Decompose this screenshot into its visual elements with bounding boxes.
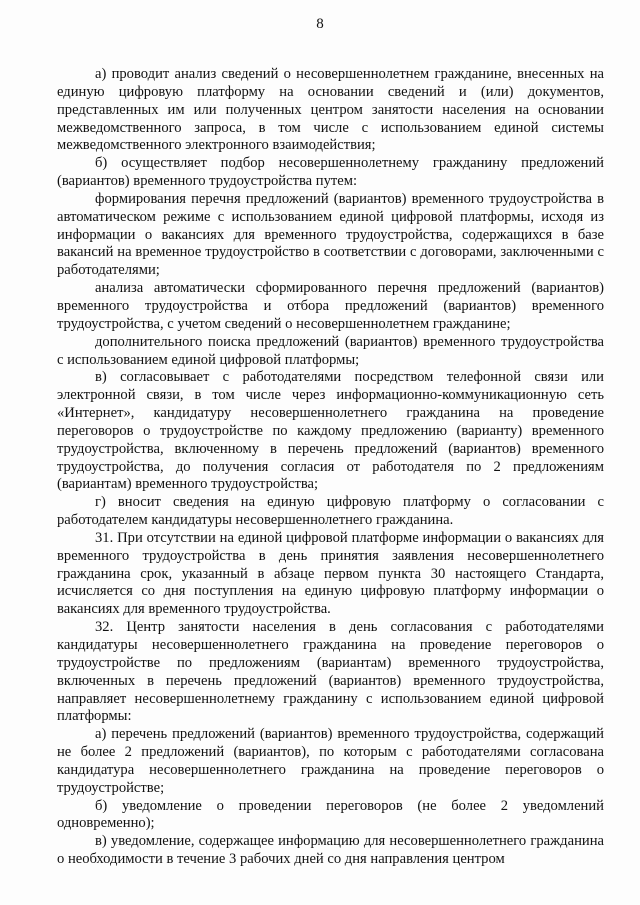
page-number: 8 bbox=[316, 16, 324, 32]
paragraph: а) проводит анализ сведений о несовершеннолетнем гражданине, внесенных на единую цифровую платформу на основании сведений и (или) документов, представленных им или полученных центром занятости населения на основании межведомственного запроса, в том числе с использованием единой системы межведомственного электронного взаимодействия; bbox=[57, 66, 604, 154]
paragraph: в) уведомление, содержащее информацию для несовершеннолетнего гражданина о необходимости в течение 3 рабочих дней со дня направления центром bbox=[57, 833, 604, 868]
paragraph: г) вносит сведения на единую цифровую платформу о согласовании с работодателем кандидатуры несовершеннолетнего гражданина. bbox=[57, 494, 604, 529]
paragraph: б) осуществляет подбор несовершеннолетнему гражданину предложений (вариантов) временного трудоустройства путем: bbox=[57, 155, 604, 190]
paragraph: дополнительного поиска предложений (вариантов) временного трудоустройства с использованием единой цифровой платформы; bbox=[57, 333, 604, 368]
paragraph: 31. При отсутствии на единой цифровой платформе информации о вакансиях для временного трудоустройства в день принятия заявления несовершеннолетнего гражданина срок, указанный в абзаце первом пункта 30 настоящего Стандарта, исчисляется со дня поступления на единую цифровую платформу информации о вакансиях для временного трудоустройства. bbox=[57, 529, 604, 618]
paragraph: 32. Центр занятости населения в день согласования с работодателями кандидатуры несовершеннолетнего гражданина на проведение переговоров о трудоустройстве по предложениям (вариантам) временного трудоустройства, включенных в перечень предложений (вариантов) временного трудоустройства, направляет несовершеннолетнему гражданину с использованием единой цифровой платформы: bbox=[57, 619, 604, 725]
paragraph: б) уведомление о проведении переговоров (не более 2 уведомлений одновременно); bbox=[57, 797, 604, 832]
paragraph: в) согласовывает с работодателями посредством телефонной связи или электронной связи, в том числе через информационно-коммуникационную сеть «Интернет», кандидатуру несовершеннолетнего гражданина на проведение переговоров о трудоустройстве по каждому предложению (варианту) временного трудоустройства, включенному в перечень предложений (вариантов) временного трудоустройства, до получения согласия от работодателя по 2 предложениям (вариантам) временного трудоустройства; bbox=[57, 369, 604, 493]
paragraph: а) перечень предложений (вариантов) временного трудоустройства, содержащий не более 2 предложений (вариантов), по которым с работодателями согласована кандидатура несовершеннолетнего гражданина на проведение переговоров о трудоустройстве; bbox=[57, 726, 604, 796]
paragraph: формирования перечня предложений (вариантов) временного трудоустройства в автоматическом режиме с использованием единой цифровой платформы, исходя из информации о вакансиях для временного трудоустройства, содержащихся в базе вакансий на временное трудоустройство в соответствии с договорами, заключенными с работодателями; bbox=[57, 190, 604, 279]
paragraph: анализа автоматически сформированного перечня предложений (вариантов) временного трудоустройства и отбора предложений (вариантов) временного трудоустройства, с учетом сведений о несовершеннолетнем гражданине; bbox=[57, 280, 604, 332]
document-body bbox=[57, 66, 604, 869]
